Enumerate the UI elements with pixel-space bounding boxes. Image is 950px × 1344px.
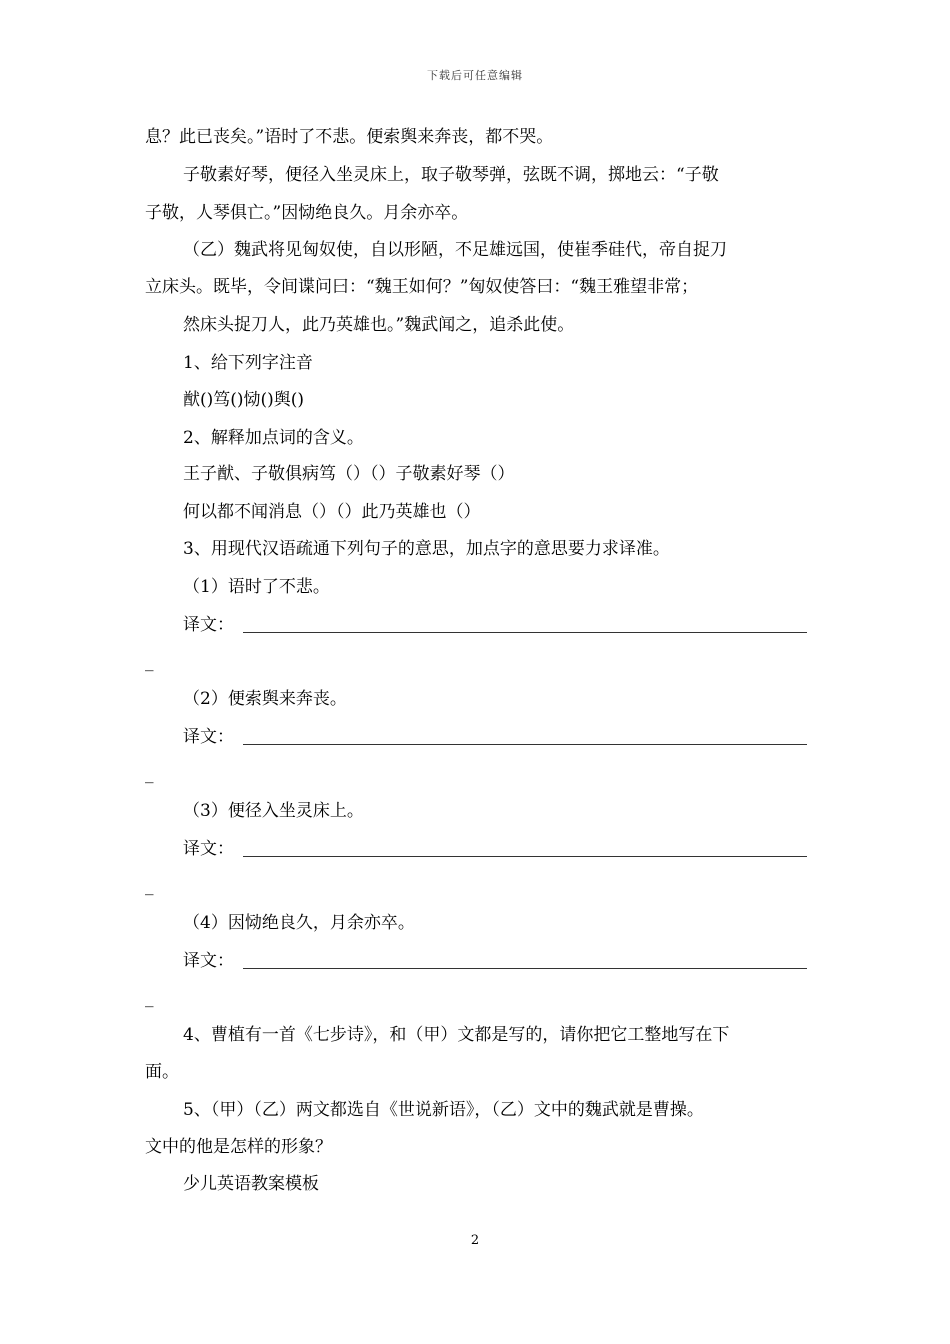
line-continuation: _ (145, 876, 154, 896)
answer-field[interactable] (183, 949, 807, 973)
page-header: 下载后可任意编辑 (427, 69, 523, 82)
text-line: 子敬素好琴，便径入坐灵床上，取子敬琴弹，弦既不调，掷地云：“子敬 (183, 165, 719, 185)
text-line: 然床头捉刀人，此乃英雄也。”魏武闻之，追杀此使。 (183, 315, 575, 335)
answer-blank-line (243, 632, 807, 633)
next-section-title: 少儿英语教案模板 (183, 1174, 319, 1194)
text-line: （乙）魏武将见匈奴使，自以形陋，不足雄远国，使崔季硅代，帝自捉刀 (183, 240, 727, 260)
question-2-items: 王子猷、子敬俱病笃（）（）子敬素好琴（） (183, 464, 515, 484)
question-4-cont: 面。 (145, 1062, 179, 1082)
sentence-4: （4）因恸绝良久，月余亦卒。 (183, 913, 415, 933)
question-1: 1、给下列字注音 (183, 353, 313, 373)
answer-field[interactable] (183, 837, 807, 861)
text-line: 息？此已丧矣。”语时了不悲。便索舆来奔丧，都不哭。 (145, 127, 554, 147)
answer-label: 译文： (183, 951, 234, 971)
line-continuation: _ (145, 652, 154, 672)
sentence-1: （1）语时了不悲。 (183, 577, 330, 597)
question-3: 3、用现代汉语疏通下列句子的意思，加点字的意思要力求译准。 (183, 539, 670, 559)
question-5-cont: 文中的他是怎样的形象？ (145, 1137, 332, 1157)
answer-blank-line (243, 744, 807, 745)
answer-blank-line (243, 856, 807, 857)
sentence-2: （2）便索舆来奔丧。 (183, 689, 347, 709)
question-2: 2、解释加点词的含义。 (183, 428, 364, 448)
sentence-3: （3）便径入坐灵床上。 (183, 801, 364, 821)
text-line: 子敬，人琴俱亡。”因恸绝良久。月余亦卒。 (145, 203, 469, 223)
line-continuation: _ (145, 764, 154, 784)
question-5: 5、（甲）（乙）两文都选自《世说新语》，（乙）文中的魏武就是曹操。 (183, 1100, 704, 1120)
question-1-items: 猷()笃()恸()舆() (183, 390, 305, 410)
line-continuation: _ (145, 988, 154, 1008)
answer-field[interactable] (183, 613, 807, 637)
answer-blank-line (243, 968, 807, 969)
question-4: 4、曹植有一首《七步诗》，和（甲）文都是写的，请你把它工整地写在下 (183, 1025, 730, 1045)
page-number: 2 (470, 1233, 480, 1248)
answer-label: 译文： (183, 615, 234, 635)
question-2-items: 何以都不闻消息（）（）此乃英雄也（） (183, 502, 481, 522)
answer-label: 译文： (183, 727, 234, 747)
answer-label: 译文： (183, 839, 234, 859)
text-line: 立床头。既毕，令间谍问曰：“魏王如何？”匈奴使答曰：“魏王雅望非常； (145, 277, 699, 297)
answer-field[interactable] (183, 725, 807, 749)
